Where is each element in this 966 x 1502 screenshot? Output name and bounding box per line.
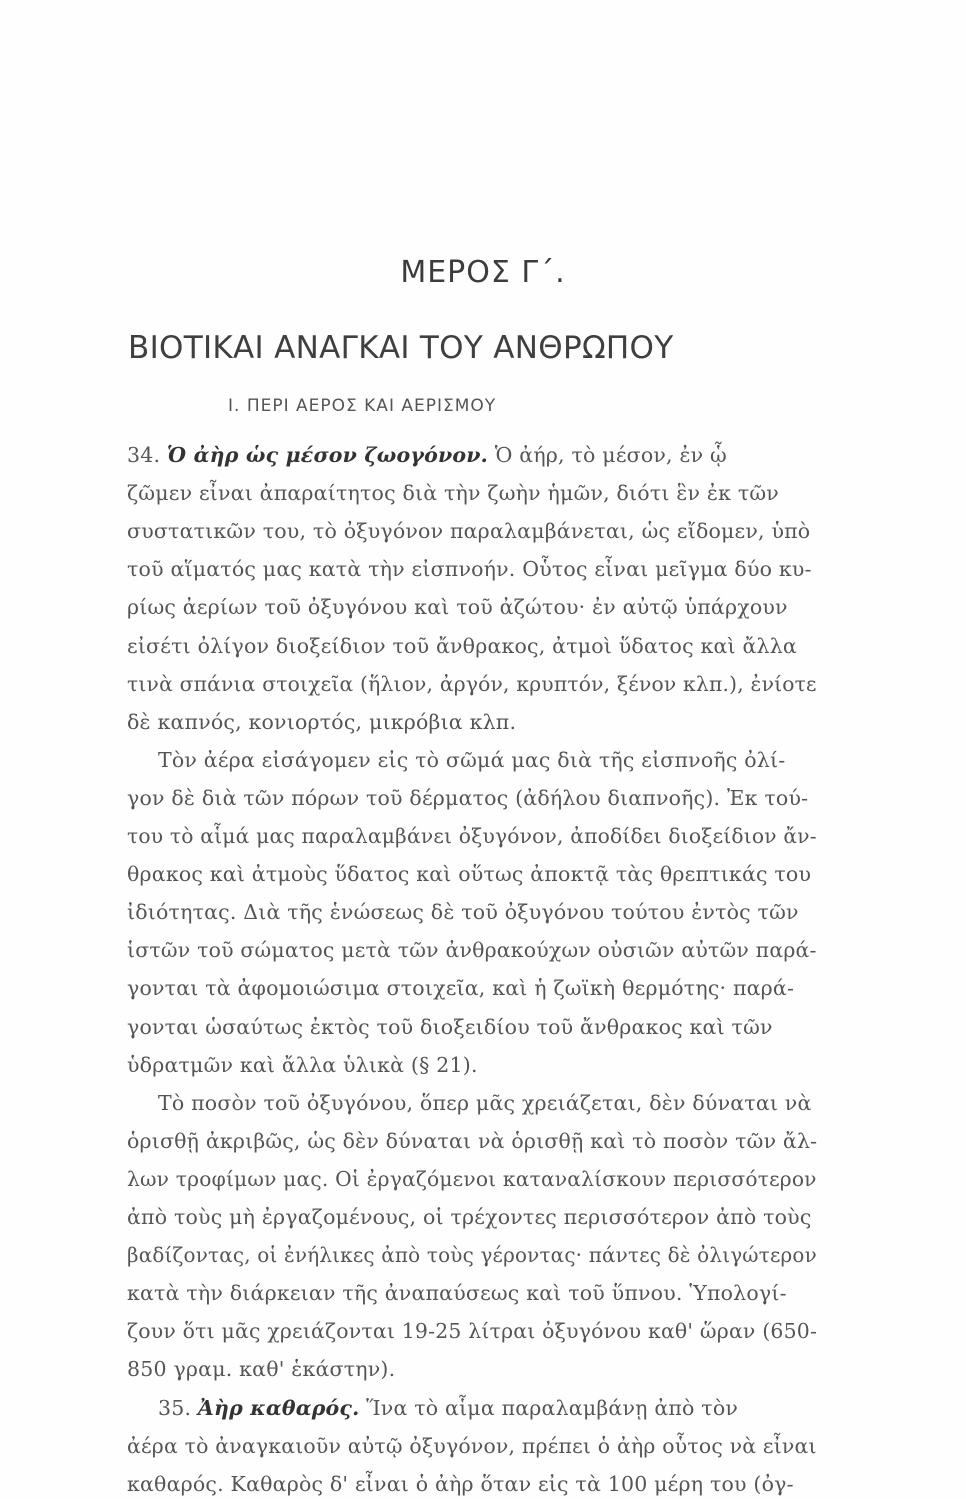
line-text: λων τροφίμων μας. Οἱ ἐργαζόμενοι καταναλίσκουν περισσότερον [127, 1166, 817, 1191]
text-line [127, 704, 516, 740]
line-text: εἰσέτι ὀλίγον διοξείδιον τοῦ ἄνθρακος, ἀτμοὶ ὕδατος καὶ ἄλλα [127, 633, 797, 658]
text-line [127, 894, 799, 930]
line-text: τινὰ σπάνια στοιχεῖα (ἥλιον, ἀργόν, κρυπτόν, ξένον κλπ.), ἐνίοτε [127, 671, 817, 696]
text-line [127, 1351, 395, 1387]
text-line [127, 666, 817, 702]
text-line [127, 1009, 773, 1045]
line-text: ἀέρα τὸ ἀναγκαιοῦν αὐτῷ ὀξυγόνον, πρέπει ὁ ἀὴρ οὗτος νὰ εἶναι [127, 1433, 817, 1458]
paragraph-heading: Ἀὴρ καθαρός. [197, 1395, 360, 1420]
text-line [127, 1123, 817, 1159]
text-line [127, 932, 817, 968]
text-line [127, 475, 779, 511]
section-number: 35. [158, 1395, 198, 1420]
text-line [127, 780, 808, 816]
chapter-title: ΒΙΟΤΙΚΑΙ ΑΝΑΓΚΑΙ ΤΟΥ ΑΝΘΡΩΠΟΥ [128, 330, 674, 366]
text-line [127, 856, 811, 892]
line-text: γον δὲ διὰ τῶν πόρων τοῦ δέρματος (ἀδήλου διαπνοῆς). Ἐκ τού- [127, 785, 809, 810]
line-text: καθαρός. Καθαρὸς δ' εἶναι ὁ ἀὴρ ὅταν εἰς τὰ 100 μέρη του (ὀγ- [127, 1471, 794, 1496]
line-text: συστατικῶν του, τὸ ὀξυγόνον παραλαμβάνεται, ὡς εἴδομεν, ὑπὸ [127, 519, 811, 544]
line-text: ρίως ἀερίων τοῦ ὀξυγόνου καὶ τοῦ ἀζώτου· ἐν αὐτῷ ὑπάρχουν [127, 595, 788, 620]
text-line [127, 437, 727, 473]
text-line [127, 1428, 817, 1464]
line-text: Τὸν ἀέρα εἰσάγομεν εἰς τὸ σῶμά μας διὰ τῆς εἰσπνοῆς ὀλί- [158, 747, 786, 772]
text-line [158, 1390, 738, 1426]
paragraph-heading: Ὁ ἀὴρ ὡς μέσον ζωογόνον. [166, 443, 489, 467]
text-line [127, 1466, 794, 1502]
part-title: ΜΕΡΟΣ Γ΄. [400, 255, 566, 290]
line-text: γονται ὡσαύτως ἐκτὸς τοῦ διοξειδίου τοῦ ἄνθρακος καὶ τῶν [127, 1014, 773, 1039]
line-text: Τὸ ποσὸν τοῦ ὀξυγόνου, ὅπερ μᾶς χρειάζεται, δὲν δύναται νὰ [158, 1090, 812, 1115]
line-text: τοῦ αἵματός μας κατὰ τὴν εἰσπνοήν. Οὗτος εἶναι μεῖγμα δύο κυ- [127, 557, 812, 582]
section-number: 34. [127, 443, 167, 467]
line-text: κατὰ τὴν διάρκειαν τῆς ἀναπαύσεως καὶ τοῦ ὕπνου. Ὑπολογί- [127, 1281, 787, 1306]
line-text: ζουν ὅτι μᾶς χρειάζονται 19-25 λίτραι ὀξυγόνου καθ' ὥραν (650- [127, 1319, 818, 1344]
text-line [127, 589, 788, 625]
text-line [127, 513, 810, 549]
line-text: ἱστῶν τοῦ σώματος μετὰ τῶν ἀνθρακούχων οὐσιῶν αὐτῶν παρά- [127, 938, 817, 963]
text-line [158, 742, 785, 778]
line-text: ἰδιότητας. Διὰ τῆς ἑνώσεως δὲ τοῦ ὀξυγόνου τούτου ἐντὸς τῶν [127, 900, 799, 925]
text-line [127, 1161, 817, 1197]
text-line [127, 970, 794, 1006]
line-text: θρακος καὶ ἀτμοὺς ὕδατος καὶ οὕτως ἀποκτᾷ τὰς θρεπτικάς του [127, 862, 812, 887]
line-text: ὑδρατμῶν καὶ ἄλλα ὑλικὰ (§ 21). [127, 1052, 478, 1077]
line-text: του τὸ αἷμά μας παραλαμβάνει ὀξυγόνον, ἀποδίδει διοξείδιον ἄν- [127, 824, 817, 848]
line-text: Ἵνα τὸ αἷμα παραλαμβάνῃ ἀπὸ τὸν [359, 1395, 739, 1420]
line-text: ἀπὸ τοὺς μὴ ἐργαζομένους, οἱ τρέχοντες περισσότερον ἀπὸ τοὺς [127, 1205, 812, 1229]
text-line [127, 1275, 787, 1311]
line-text: δὲ καπνός, κονιορτός, μικρόβια κλπ. [127, 709, 517, 734]
text-line [127, 1199, 812, 1235]
line-text: ὁρισθῇ ἀκριβῶς, ὡς δὲν δύναται νὰ ὁρισθῇ καὶ τὸ ποσὸν τῶν ἄλ- [127, 1128, 818, 1153]
section-title: I. ΠΕΡΙ ΑΕΡΟΣ ΚΑΙ ΑΕΡΙΣΜΟΥ [228, 396, 497, 416]
text-line [158, 1085, 812, 1121]
text-line [127, 628, 797, 664]
text-line [127, 1313, 817, 1349]
line-text: 850 γραμ. καθ' ἑκάστην). [127, 1357, 396, 1382]
line-text: γονται τὰ ἀφομοιώσιμα στοιχεῖα, καὶ ἡ ζωϊκὴ θερμότης· παρά- [127, 976, 795, 1001]
line-text: ζῶμεν εἶναι ἀπαραίτητος διὰ τὴν ζωὴν ἡμῶν, διότι ἓν ἐκ τῶν [127, 481, 779, 506]
text-line [127, 551, 812, 587]
text-line [127, 1237, 817, 1273]
text-line [127, 1047, 478, 1083]
text-line [127, 818, 817, 854]
line-text: Ὁ ἀήρ, τὸ μέσον, ἐν ᾧ [488, 443, 727, 467]
line-text: βαδίζοντας, οἱ ἐνήλικες ἀπὸ τοὺς γέροντας· πάντες δὲ ὀλιγώτερον [127, 1243, 817, 1268]
